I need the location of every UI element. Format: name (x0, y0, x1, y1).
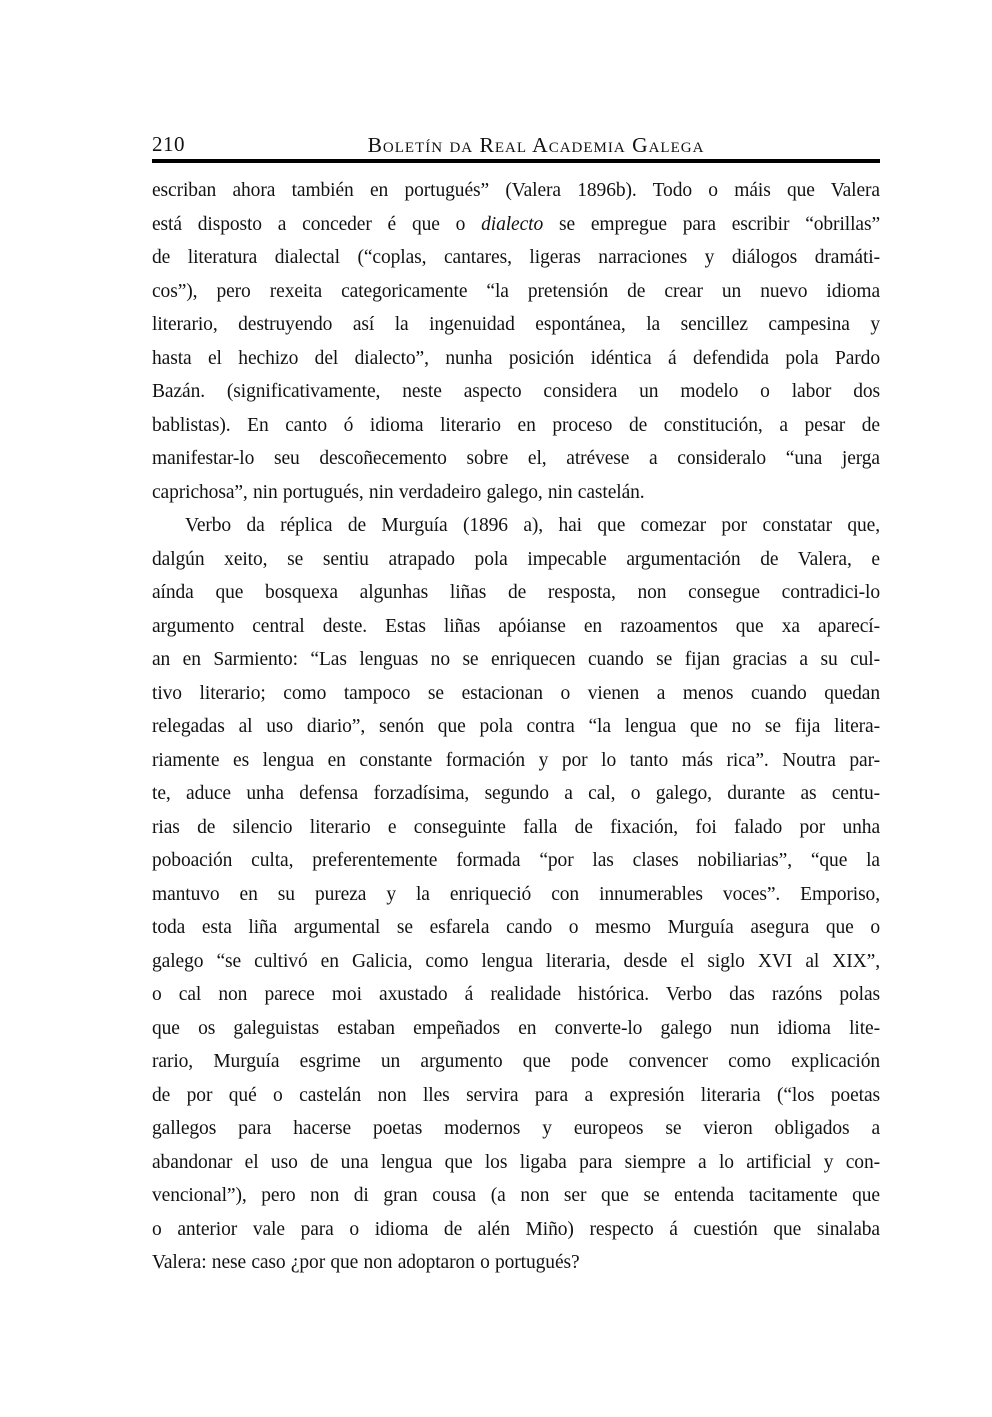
text-line: caprichosa”, nin portugués, nin verdadeiro galego, nin castelán. (152, 481, 645, 503)
text-line: bablistas). En canto ó idioma literario en proceso de constitución, a pesar de (152, 414, 880, 436)
text-line: vencional”), pero non di gran cousa (a non ser que se entenda tacitamente que (152, 1185, 880, 1206)
text-line: Valera: nese caso ¿por que non adoptaron o portugués? (152, 1252, 580, 1273)
text-line: cos”), pero rexeita categoricamente “la pretensión de crear un nuevo idioma (152, 280, 880, 302)
text-line: está disposto a conceder é que o dialecto se empregue para escribir “obrillas” (152, 213, 881, 235)
text-line: literario, destruyendo así la ingenuidad espontánea, la sencillez campesina y (152, 314, 880, 335)
text-line: riamente es lengua en constante formación y por lo tanto más rica”. Noutra par- (152, 749, 880, 771)
text-line: toda esta liña argumental se esfarela cando o mesmo Murguía asegura que o (152, 917, 880, 938)
text-line: o anterior vale para o idioma de alén Miño) respecto á cuestión que sinalaba (152, 1218, 880, 1240)
text-line: de por qué o castelán non lles servira para a expresión literaria (“los poetas (152, 1084, 880, 1106)
text-line: escriban ahora también en portugués” (Valera 1896b). Todo o máis que Valera (152, 180, 880, 201)
text-line: abandonar el uso de una lengua que los ligaba para siempre a lo artificial y con- (152, 1151, 880, 1173)
text-line: dalgún xeito, se sentiu atrapado pola impecable argumentación de Valera, e (152, 548, 880, 570)
page-header (152, 130, 880, 156)
text-line: tivo literario; como tampoco se estacionan o vienen a menos cuando quedan (152, 682, 880, 704)
text-line: poboación culta, preferentemente formada “por las clases nobiliarias”, “que la (152, 850, 880, 871)
text-line: rias de silencio literario e conseguinte falla de fixación, foi falado por unha (152, 816, 880, 838)
text-line: rario, Murguía esgrime un argumento que pode convencer como explicación (152, 1051, 880, 1072)
text-line: argumento central deste. Estas liñas apóianse en razoamentos que xa aparecí- (152, 615, 880, 637)
text-line: te, aduce unha defensa forzadísima, segundo a cal, o galego, durante as centu- (152, 783, 880, 804)
text-line: galego “se cultivó en Galicia, como lengua literaria, desde el siglo XVI al XIX”, (152, 950, 880, 972)
text-line: aínda que bosquexa algunhas liñas de resposta, non consegue contradici-lo (152, 582, 880, 603)
page-number: 210 (152, 132, 185, 156)
text-line: Verbo da réplica de Murguía (1896 a), hai que comezar por constatar que, (185, 515, 880, 536)
document-page (152, 0, 880, 1417)
journal-title: Boletín da Real Academia Galega (367, 133, 705, 157)
text-line: que os galeguistas estaban empeñados en converte-lo galego nun idioma lite- (152, 1017, 880, 1039)
italic-text: dialecto (481, 213, 544, 235)
text-line: mantuvo en su pureza y la enriqueció con innumerables voces”. Emporiso, (152, 883, 880, 905)
header-rule (152, 159, 880, 163)
body-text (152, 174, 880, 1280)
text-line: an en Sarmiento: “Las lenguas no se enriquecen cuando se fijan gracias a su cul- (152, 649, 880, 670)
text-line: hasta el hechizo del dialecto”, nunha posición idéntica á defendida pola Pardo (152, 347, 880, 369)
text-line: gallegos para hacerse poetas modernos y europeos se vieron obligados a (152, 1118, 880, 1139)
text-line: Bazán. (significativamente, neste aspecto considera un modelo o labor dos (152, 381, 880, 402)
text-line: o cal non parece moi axustado á realidade histórica. Verbo das razóns polas (152, 984, 880, 1005)
text-line: relegadas al uso diario”, senón que pola contra “la lengua que no se fija litera- (152, 716, 880, 737)
text-line: de literatura dialectal (“coplas, cantares, ligeras narraciones y diálogos dramáti- (152, 247, 880, 268)
text-line: manifestar-lo seu descoñecemento sobre el, atrévese a consideralo “una jerga (152, 448, 880, 469)
